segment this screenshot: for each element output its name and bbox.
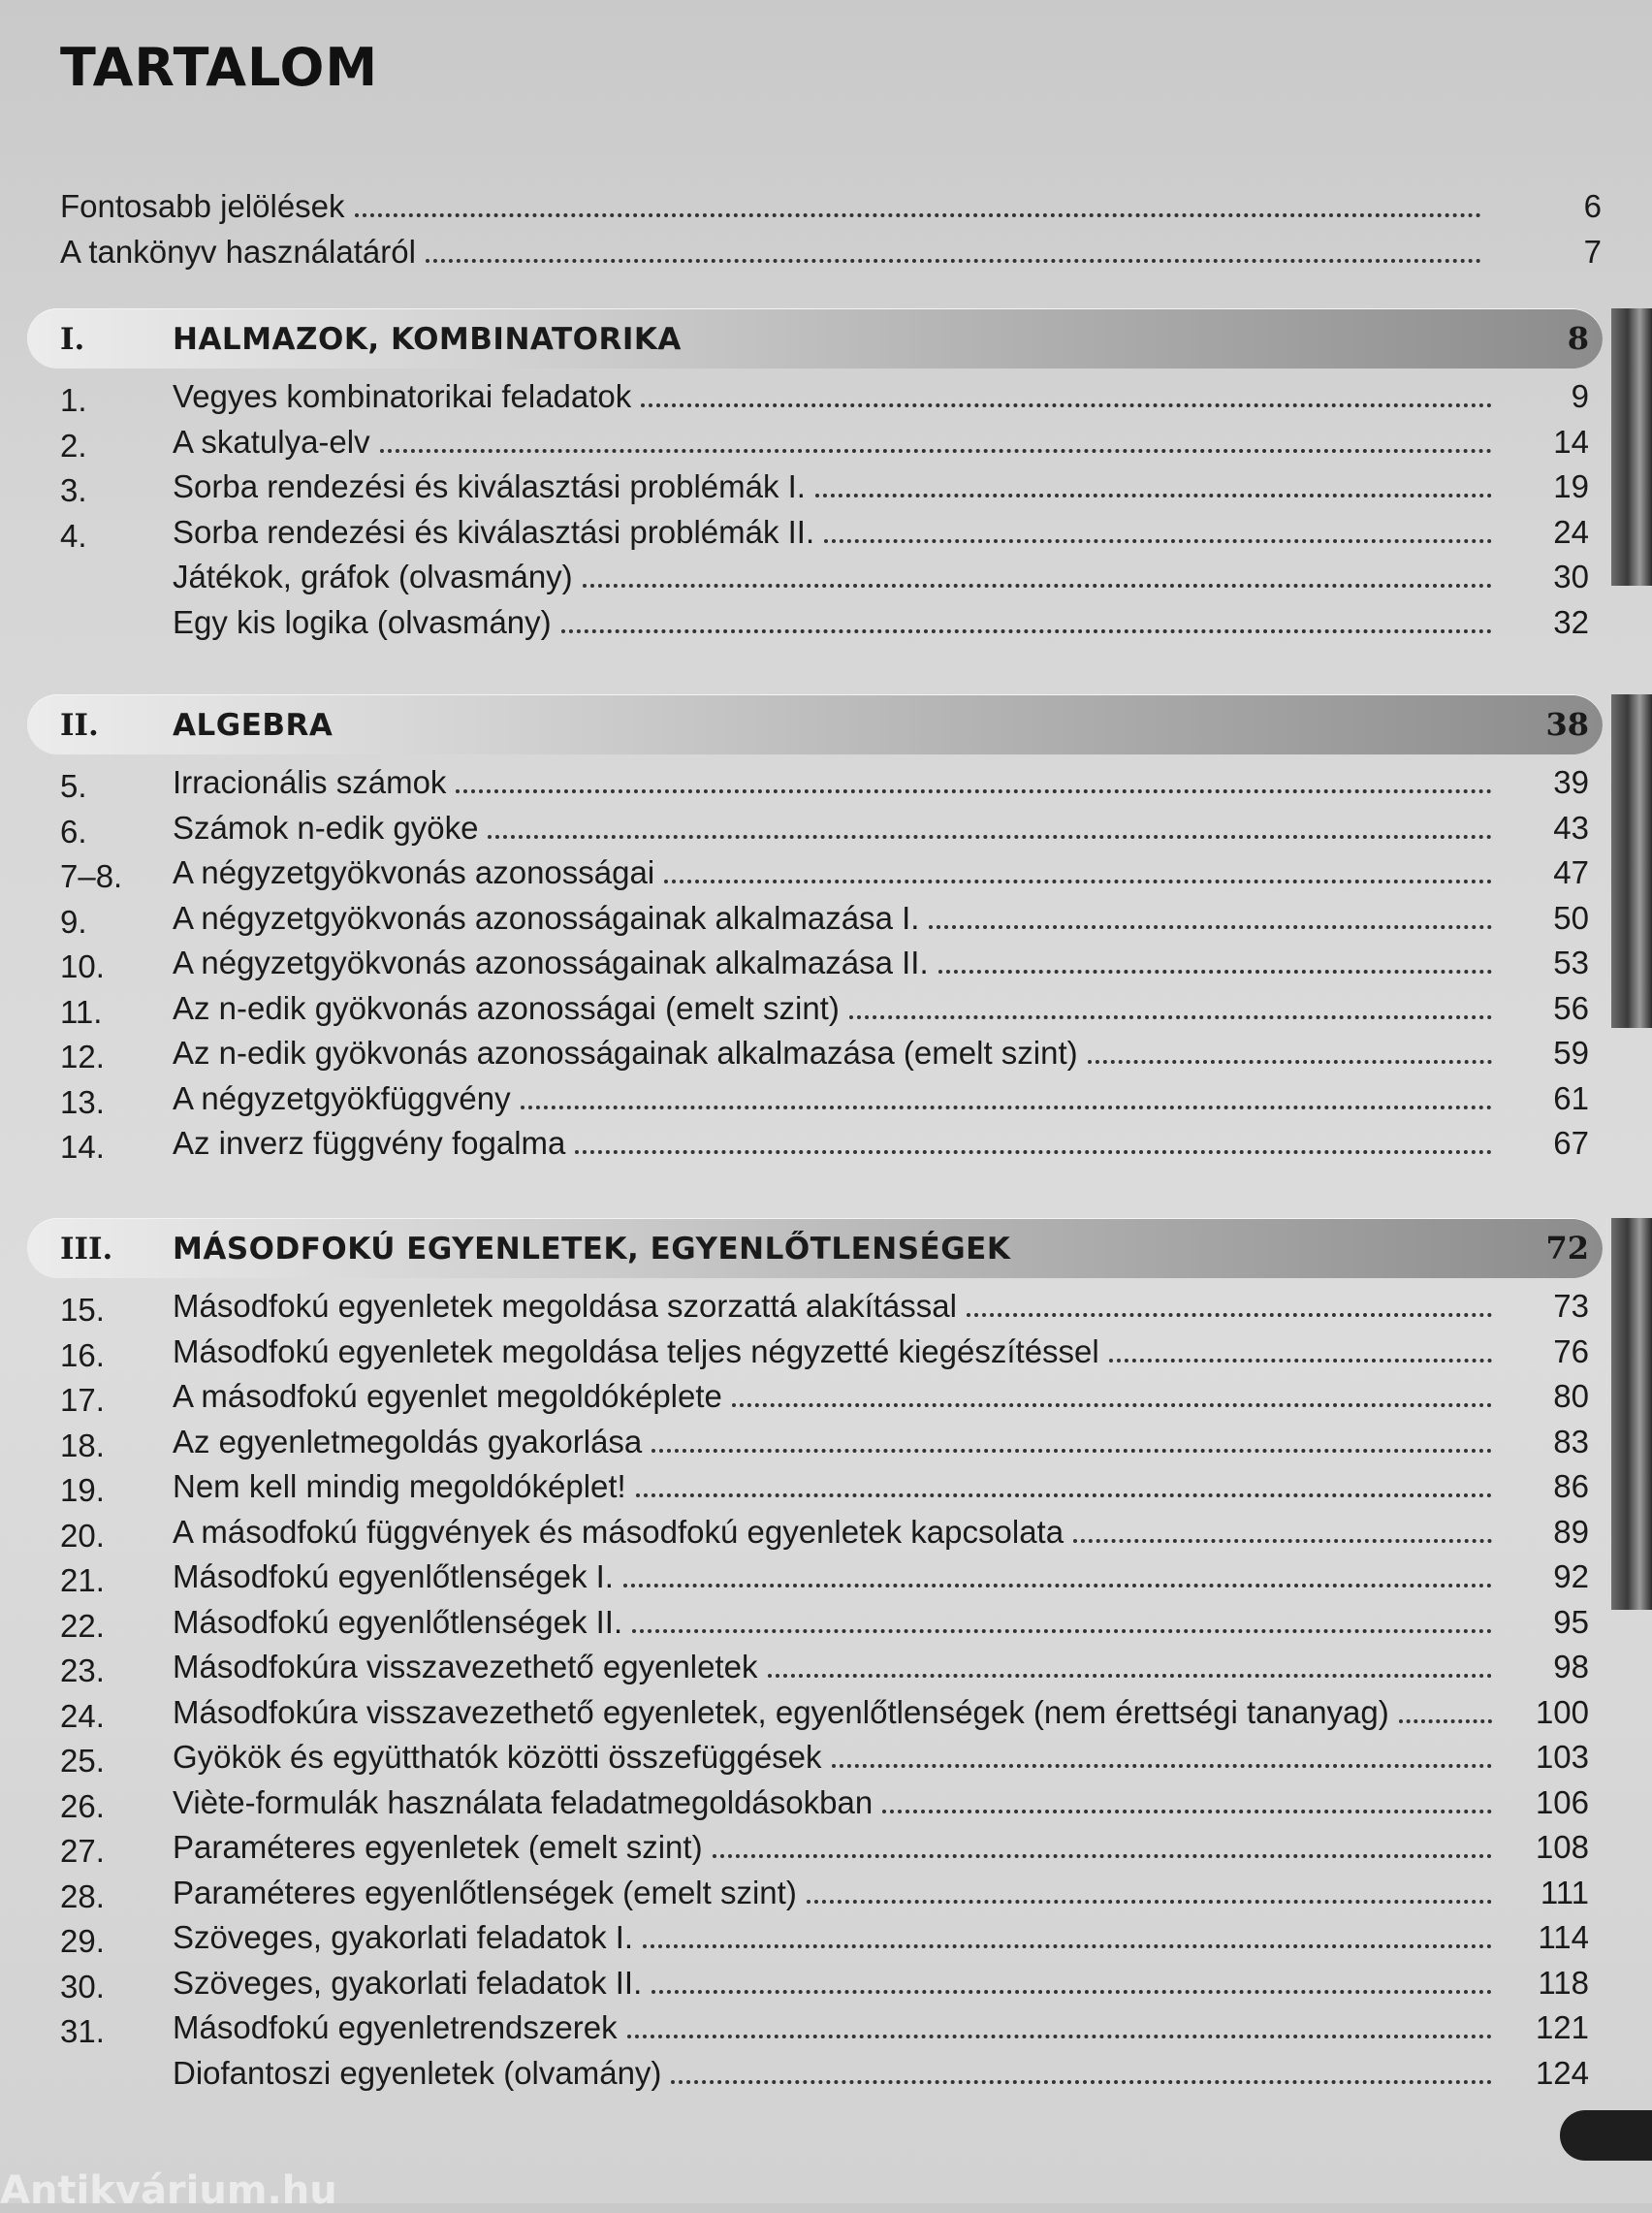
entry-label-wrap: [173, 760, 1496, 805]
entry-title: Gyökök és együtthatók közötti összefüggések: [173, 1739, 822, 1775]
toc-entry: [27, 1735, 1603, 1780]
dot-leader: [641, 374, 1492, 407]
entry-label-wrap: [173, 1600, 1496, 1645]
entry-label-wrap: [173, 1780, 1496, 1825]
entry-title: Játékok, gráfok (olvasmány): [173, 559, 573, 594]
section-header-bar: [27, 694, 1603, 754]
entry-label-wrap: [173, 1284, 1496, 1329]
entry-number: 28.: [60, 1877, 105, 1914]
entry-page-number: 59: [1553, 1035, 1589, 1071]
dot-leader: [627, 2005, 1492, 2038]
dot-leader: [426, 230, 1481, 263]
toc-entry: [27, 600, 1603, 646]
toc-entry: [27, 1555, 1603, 1600]
entry-number: 16.: [60, 1336, 105, 1373]
entry-number: 3.: [60, 472, 87, 508]
entry-title: Fontosabb jelölések: [60, 188, 345, 224]
entry-number: 12.: [60, 1039, 105, 1074]
entry-number: 18.: [60, 1427, 105, 1463]
section-title: HALMAZOK, KOMBINATORIKA: [173, 322, 682, 357]
section-masodfoku: [27, 1218, 1603, 2096]
entry-page-number: 92: [1553, 1558, 1589, 1594]
entry-page-number: 7: [1583, 233, 1602, 270]
entry-label-wrap: [173, 1825, 1496, 1870]
entry-title: Irracionális számok: [173, 764, 447, 800]
toc-entry: [27, 1961, 1603, 2006]
toc-entry: [27, 1031, 1603, 1076]
entry-number: 26.: [60, 1787, 105, 1824]
entry-title: Másodfokú egyenletek megoldása teljes négyzetté kiegészítéssel: [173, 1332, 1099, 1369]
entry-number: 13.: [60, 1083, 105, 1120]
section-page-number: 38: [1545, 706, 1589, 743]
toc-entry: [27, 1871, 1603, 1916]
entry-label-wrap: [60, 184, 1485, 229]
section-page-number: 8: [1567, 320, 1589, 357]
entry-page-number: 108: [1535, 1829, 1589, 1865]
toc-entry: [27, 806, 1603, 851]
section-header-bar: [27, 308, 1603, 369]
section-algebra: [27, 694, 1603, 1167]
side-photo-1: [1611, 308, 1652, 586]
entry-label-wrap: [173, 1871, 1496, 1915]
entry-title: Szöveges, gyakorlati feladatok II.: [173, 1964, 643, 2001]
dot-leader: [355, 184, 1481, 217]
entry-label-wrap: [173, 420, 1496, 465]
entry-page-number: 39: [1553, 764, 1589, 800]
entry-page-number: 98: [1553, 1649, 1589, 1684]
section-number: I.: [60, 322, 85, 357]
entry-title: Másodfokú egyenlőtlenségek I.: [173, 1558, 614, 1594]
entry-page-number: 95: [1553, 1603, 1589, 1640]
toc-entry: [27, 1825, 1603, 1871]
entry-number: 2.: [60, 427, 87, 464]
entry-title: Az egyenletmegoldás gyakorlása: [173, 1423, 643, 1459]
toc-entry: [27, 555, 1603, 600]
dot-leader: [575, 1121, 1492, 1154]
entry-page-number: 32: [1553, 603, 1589, 640]
dot-leader: [882, 1780, 1492, 1813]
toc-entry: [27, 1420, 1603, 1465]
entry-number: 5.: [60, 768, 87, 804]
intro-list: [60, 184, 1602, 274]
entry-number: 31.: [60, 2013, 105, 2049]
dot-leader: [1109, 1330, 1492, 1363]
page-tab: [1560, 2110, 1652, 2161]
entry-label-wrap: [173, 1121, 1496, 1166]
entry-label-wrap: [173, 1690, 1496, 1735]
entry-page-number: 121: [1535, 2009, 1589, 2045]
entry-label-wrap: [173, 2051, 1496, 2096]
dot-leader: [671, 2051, 1492, 2084]
entry-page-number: 19: [1553, 468, 1589, 504]
entry-title: Nem kell mindig megoldóképlet!: [173, 1468, 626, 1504]
entry-number: 4.: [60, 517, 87, 554]
toc-entry: [27, 986, 1603, 1032]
dot-leader: [636, 1464, 1492, 1497]
section-halmazok: [27, 308, 1603, 645]
entry-title: A négyzetgyökvonás azonosságai: [173, 854, 655, 890]
entry-number: 27.: [60, 1833, 105, 1869]
entry-label-wrap: [173, 374, 1496, 419]
entry-page-number: 86: [1553, 1468, 1589, 1504]
dot-leader: [768, 1645, 1492, 1678]
section-header-bar: [27, 1218, 1603, 1278]
entry-title: A négyzetgyökfüggvény: [173, 1079, 511, 1116]
entry-number: 29.: [60, 1923, 105, 1959]
toc-entry: [27, 1374, 1603, 1420]
dot-leader: [380, 420, 1492, 453]
entry-title: Szöveges, gyakorlati feladatok I.: [173, 1919, 634, 1955]
entry-label-wrap: [173, 806, 1496, 850]
entry-title: Másodfokúra visszavezethető egyenletek, egyenlőtlenségek (nem érettségi tananyag): [173, 1693, 1389, 1730]
entry-number: 15.: [60, 1292, 105, 1328]
entry-title: Sorba rendezési és kiválasztási problémák II.: [173, 513, 815, 550]
dot-leader: [1088, 1031, 1492, 1064]
section-number: II.: [60, 708, 99, 743]
toc-entry: [27, 2005, 1603, 2051]
entry-title: Paraméteres egyenletek (emelt szint): [173, 1829, 703, 1865]
entry-label-wrap: [173, 555, 1496, 599]
entry-number: 21.: [60, 1562, 105, 1598]
entry-label-wrap: [173, 850, 1496, 895]
dot-leader: [849, 986, 1492, 1019]
entry-title: A másodfokú függvények és másodfokú egyenletek kapcsolata: [173, 1513, 1064, 1550]
dot-leader: [664, 850, 1492, 883]
toc-entry: [27, 850, 1603, 896]
dot-leader: [623, 1555, 1492, 1588]
entry-page-number: 103: [1535, 1739, 1589, 1775]
entry-number: 10.: [60, 948, 105, 984]
entry-page-number: 47: [1553, 854, 1589, 890]
dot-leader: [732, 1374, 1492, 1407]
entry-title: Viète-formulák használata feladatmegoldásokban: [173, 1783, 874, 1820]
entry-page-number: 30: [1553, 559, 1589, 594]
entry-title: Az n-edik gyökvonás azonosságai (emelt szint): [173, 989, 840, 1026]
entry-number: 14.: [60, 1129, 105, 1165]
entry-number: 25.: [60, 1743, 105, 1779]
dot-leader: [561, 600, 1492, 633]
entry-label-wrap: [173, 1464, 1496, 1509]
entry-label-wrap: [173, 986, 1496, 1031]
section-entries: [27, 1284, 1603, 2096]
entry-page-number: 61: [1553, 1079, 1589, 1116]
entry-number: 6.: [60, 813, 87, 850]
entry-label-wrap: [173, 1420, 1496, 1464]
toc-entry: [27, 1076, 1603, 1122]
section-number: III.: [60, 1232, 113, 1267]
dot-leader: [824, 510, 1492, 543]
entry-number: 19.: [60, 1472, 105, 1508]
entry-page-number: 50: [1553, 899, 1589, 936]
toc-entry: [27, 1690, 1603, 1736]
entry-title: Másodfokú egyenletek megoldása szorzattá alakítással: [173, 1288, 957, 1324]
entry-page-number: 56: [1553, 989, 1589, 1026]
entry-title: Az inverz függvény fogalma: [173, 1125, 566, 1161]
entry-number: 9.: [60, 903, 87, 940]
toc-entry: [27, 1915, 1603, 1961]
side-photo-3: [1611, 1218, 1652, 1610]
toc-entry: [27, 1121, 1603, 1167]
entry-title: A négyzetgyökvonás azonosságainak alkalmazása I.: [173, 899, 920, 936]
entry-label-wrap: [173, 1915, 1496, 1960]
toc-entry: [27, 510, 1603, 556]
entry-page-number: 100: [1535, 1693, 1589, 1730]
entry-page-number: 89: [1553, 1513, 1589, 1550]
entry-page-number: 106: [1535, 1783, 1589, 1820]
entry-title: Egy kis logika (olvasmány): [173, 603, 552, 640]
toc-entry: [27, 1330, 1603, 1375]
entry-page-number: 6: [1583, 188, 1602, 224]
toc-entry: [27, 1600, 1603, 1646]
toc-entry: [27, 2051, 1603, 2097]
entry-label-wrap: [173, 1031, 1496, 1075]
entry-number: 22.: [60, 1607, 105, 1644]
entry-label-wrap: [173, 1374, 1496, 1419]
dot-leader: [713, 1825, 1492, 1858]
toc-entry: [27, 420, 1603, 465]
entry-number: 20.: [60, 1517, 105, 1554]
entry-page-number: 9: [1571, 378, 1589, 414]
toc-entry: [27, 374, 1603, 420]
entry-label-wrap: [173, 896, 1496, 941]
entry-title: Számok n-edik gyöke: [173, 809, 479, 846]
dot-leader: [643, 1915, 1492, 1948]
entry-page-number: 53: [1553, 945, 1589, 980]
entry-label-wrap: [173, 1735, 1496, 1780]
entry-title: Paraméteres egyenlőtlenségek (emelt szint): [173, 1874, 797, 1910]
dot-leader: [938, 941, 1492, 974]
dot-leader: [929, 896, 1492, 929]
toc-entry: [27, 941, 1603, 986]
dot-leader: [632, 1600, 1492, 1633]
entry-label-wrap: [173, 1076, 1496, 1121]
section-entries: [27, 374, 1603, 645]
entry-title: A négyzetgyökvonás azonosságainak alkalmazása II.: [173, 945, 929, 980]
section-entries: [27, 760, 1603, 1167]
entry-title: Az n-edik gyökvonás azonosságainak alkalmazása (emelt szint): [173, 1035, 1078, 1071]
page-title: TARTALOM: [60, 37, 379, 98]
entry-label-wrap: [173, 1555, 1496, 1599]
entry-label-wrap: [173, 941, 1496, 985]
entry-page-number: 111: [1540, 1874, 1589, 1910]
entry-title: A másodfokú egyenlet megoldóképlete: [173, 1378, 722, 1414]
entry-number: 1.: [60, 382, 87, 418]
entry-page-number: 73: [1553, 1288, 1589, 1324]
entry-page-number: 80: [1553, 1378, 1589, 1414]
watermark: Antikvárium.hu: [0, 2168, 337, 2213]
entry-label-wrap: [173, 600, 1496, 645]
entry-page-number: 124: [1535, 2054, 1589, 2091]
entry-page-number: 83: [1553, 1423, 1589, 1459]
entry-page-number: 14: [1553, 423, 1589, 460]
entry-page-number: 67: [1553, 1125, 1589, 1161]
entry-title: Sorba rendezési és kiválasztási problémák I.: [173, 468, 806, 504]
entry-label-wrap: [60, 230, 1485, 274]
toc-entry: [27, 1510, 1603, 1556]
entry-title: Másodfokú egyenlőtlenségek II.: [173, 1603, 623, 1640]
entry-label-wrap: [173, 1330, 1496, 1374]
toc-entry: [27, 1284, 1603, 1330]
toc-entry: [27, 896, 1603, 942]
entry-number: 24.: [60, 1697, 105, 1734]
entry-page-number: 24: [1553, 513, 1589, 550]
entry-label-wrap: [173, 2005, 1496, 2050]
side-photo-2: [1611, 694, 1652, 1028]
entry-label-wrap: [173, 1510, 1496, 1555]
entry-page-number: 118: [1538, 1964, 1589, 2001]
toc-entry: [27, 760, 1603, 806]
dot-leader: [1073, 1510, 1492, 1543]
entry-title: Diofantoszi egyenletek (olvamány): [173, 2054, 662, 2091]
dot-leader: [807, 1871, 1492, 1904]
entry-title: A tankönyv használatáról: [60, 233, 416, 270]
entry-page-number: 114: [1538, 1919, 1589, 1955]
dot-leader: [832, 1735, 1492, 1768]
section-title: ALGEBRA: [173, 708, 334, 743]
entry-title: Vegyes kombinatorikai feladatok: [173, 378, 632, 414]
dot-leader: [521, 1076, 1492, 1109]
dot-leader: [967, 1284, 1492, 1317]
entry-number: 17.: [60, 1382, 105, 1418]
entry-title: Másodfokúra visszavezethető egyenletek: [173, 1649, 758, 1684]
dot-leader: [456, 760, 1492, 793]
toc-entry: [27, 1645, 1603, 1690]
section-page-number: 72: [1545, 1230, 1589, 1267]
entry-title: Másodfokú egyenletrendszerek: [173, 2009, 618, 2045]
dot-leader: [651, 1961, 1492, 1994]
toc-entry: [27, 1780, 1603, 1826]
toc-entry: [27, 1464, 1603, 1510]
entry-number: 7–8.: [60, 858, 123, 894]
entry-number: 30.: [60, 1968, 105, 2005]
entry-number: 11.: [60, 993, 103, 1030]
entry-title: A skatulya-elv: [173, 423, 370, 460]
toc-entry: [27, 465, 1603, 510]
entry-label-wrap: [173, 510, 1496, 555]
dot-leader: [583, 555, 1492, 588]
dot-leader: [488, 806, 1492, 839]
entry-label-wrap: [173, 1961, 1496, 2005]
entry-label-wrap: [173, 465, 1496, 509]
entry-label-wrap: [173, 1645, 1496, 1689]
toc-entry: [60, 184, 1602, 230]
entry-number: 23.: [60, 1652, 105, 1688]
entry-page-number: 43: [1553, 809, 1589, 846]
dot-leader: [1399, 1690, 1492, 1723]
section-title: MÁSODFOKÚ EGYENLETEK, EGYENLŐTLENSÉGEK: [173, 1232, 1011, 1267]
dot-leader: [815, 465, 1492, 497]
dot-leader: [651, 1420, 1492, 1453]
entry-page-number: 76: [1553, 1332, 1589, 1369]
toc-entry: [60, 230, 1602, 275]
